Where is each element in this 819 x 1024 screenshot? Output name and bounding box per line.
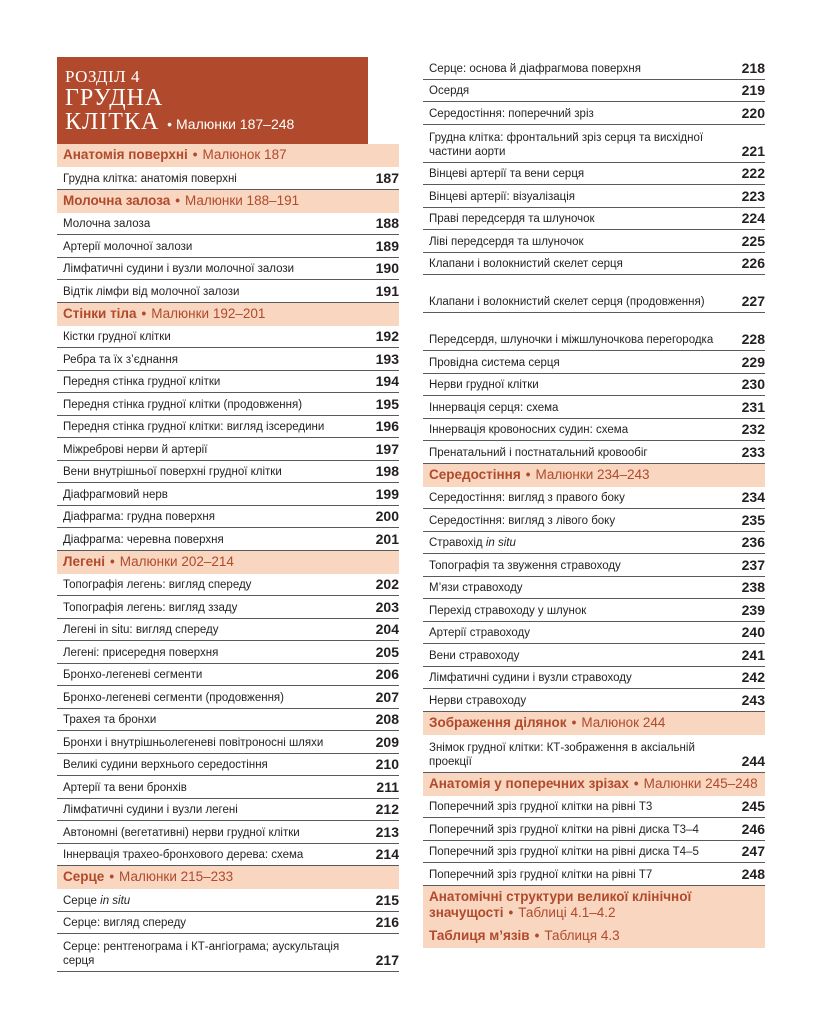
toc-entry[interactable] — [423, 208, 765, 231]
entry-italic: in situ — [100, 894, 131, 907]
toc-entry[interactable] — [423, 230, 765, 253]
contents-column-left — [57, 57, 399, 972]
toc-entry[interactable] — [57, 258, 399, 281]
page-number: 216 — [375, 914, 399, 930]
bullet-separator: • — [525, 466, 531, 482]
bullet-separator: • — [109, 869, 115, 884]
section-heading — [57, 144, 399, 167]
entry-title: Поперечний зріз грудної клітки на рівні Т7 — [429, 868, 653, 881]
page-number: 199 — [375, 485, 399, 502]
toc-entry[interactable] — [57, 799, 399, 822]
toc-entry[interactable] — [423, 419, 765, 442]
section-heading — [423, 886, 765, 925]
entry-title: Серце: рентгенограма і КТ-ангіограма; аускультація серця — [63, 941, 340, 967]
toc-entry[interactable] — [57, 213, 399, 236]
toc-entry[interactable] — [423, 185, 765, 208]
toc-entry[interactable] — [57, 844, 399, 867]
toc-entry[interactable] — [57, 731, 399, 754]
toc-entry[interactable] — [423, 57, 765, 80]
entry-title: Вінцеві артерії та вени серця — [429, 168, 585, 180]
toc-entry[interactable] — [423, 509, 765, 532]
section-figures: Малюнки 234–243 — [535, 466, 650, 482]
page-number: 237 — [741, 556, 765, 573]
section-title: Середостіння — [429, 466, 521, 482]
toc-entry[interactable] — [57, 167, 399, 190]
page-number: 218 — [741, 59, 765, 76]
toc-entry[interactable] — [423, 102, 765, 125]
section-heading — [423, 464, 765, 487]
page-number: 236 — [741, 534, 765, 550]
page-number: 239 — [741, 601, 765, 618]
section-heading — [57, 303, 399, 326]
page-number: 229 — [741, 353, 765, 370]
bullet-separator: • — [141, 305, 147, 321]
toc-entry[interactable] — [423, 441, 765, 464]
toc-entry[interactable] — [423, 374, 765, 397]
toc-entry[interactable] — [57, 574, 399, 597]
bullet-separator: • — [508, 904, 514, 920]
toc-entry[interactable] — [423, 689, 765, 712]
page-number: 190 — [375, 260, 399, 276]
page-number: 195 — [375, 395, 399, 412]
contents-list-right — [423, 57, 765, 948]
toc-entry[interactable] — [423, 253, 765, 276]
section-title: Стінки тіла — [63, 305, 137, 321]
page-number: 208 — [375, 711, 399, 727]
page-number: 205 — [375, 643, 399, 660]
page-number: 241 — [741, 646, 765, 663]
chapter-label: РОЗДІЛ — [65, 67, 127, 86]
page-number: 214 — [375, 846, 399, 862]
entry-title: Передня стінка грудної клітки: вигляд ізсередини — [63, 421, 325, 433]
toc-entry[interactable] — [57, 776, 399, 799]
entry-title: Легені: присередня поверхня — [63, 646, 219, 659]
page-number: 189 — [375, 237, 399, 254]
page-number: 224 — [741, 210, 765, 226]
section-figures: Малюнок 244 — [581, 714, 666, 730]
entry-title: Поперечний зріз грудної клітки на рівні Т3 — [429, 801, 653, 813]
page-number: 238 — [741, 579, 765, 595]
toc-entry[interactable] — [423, 396, 765, 419]
section-figures: Малюнки 192–201 — [151, 305, 266, 321]
toc-entry[interactable] — [423, 577, 765, 600]
entry-title: Іннервація серця: схема — [429, 401, 559, 414]
chapter-figures: Малюнки 187–248 — [175, 116, 295, 132]
entry-title: Великі судини верхнього середостіння — [63, 759, 268, 771]
entry-title: Топографія легень: вигляд ззаду — [63, 601, 238, 614]
page-number: 213 — [375, 823, 399, 840]
entry-title: Відтік лімфи від молочної залози — [63, 285, 240, 298]
page-number: 220 — [741, 104, 765, 121]
entry-title: Лімфатичні судини і вузли молочної залози — [63, 263, 295, 275]
toc-entry[interactable] — [57, 686, 399, 709]
page-number: 235 — [741, 511, 765, 528]
entry-title: Передня стінка грудної клітки — [63, 376, 221, 388]
page-number: 247 — [741, 843, 765, 859]
toc-entry[interactable] — [57, 393, 399, 416]
page-number: 231 — [741, 398, 765, 415]
page-number: 187 — [375, 169, 399, 186]
entry-title: Поперечний зріз грудної клітки на рівні диска Т4–5 — [429, 846, 699, 858]
page-number: 209 — [375, 733, 399, 750]
entry-title: Легені in situ: вигляд спереду — [63, 624, 219, 636]
toc-entry[interactable] — [423, 275, 765, 313]
entry-title: Передсердя, шлуночки і міжшлуночкова перегородка — [429, 334, 714, 346]
entry-title: Грудна клітка: фронтальний зріз серця та висхідної частини аорти — [429, 131, 704, 158]
page-number: 246 — [741, 820, 765, 837]
entry-title: Діафрагмовий нерв — [63, 488, 168, 501]
toc-entry[interactable] — [423, 667, 765, 690]
section-title: Зображення ділянок — [429, 714, 567, 730]
page-number: 233 — [741, 443, 765, 460]
entry-title: Діафрагма: черевна поверхня — [63, 533, 224, 546]
entry-title: Середостіння: вигляд з лівого боку — [429, 514, 616, 527]
section-figures: Таблиці 4.1–4.2 — [518, 904, 616, 920]
section-figures: Малюнок 187 — [202, 147, 287, 162]
contents-column-right — [423, 57, 765, 948]
page-number: 206 — [375, 666, 399, 682]
bullet-separator: • — [633, 775, 639, 791]
toc-entry[interactable] — [423, 735, 765, 773]
entry-title: Лімфатичні судини і вузли стравоходу — [429, 672, 632, 684]
entry-title: Трахея та бронхи — [63, 714, 157, 726]
page-number: 191 — [375, 282, 399, 299]
entry-title: Серце: основа й діафрагмова поверхня — [429, 62, 641, 75]
section-title: Легені — [63, 553, 106, 569]
page-number: 240 — [741, 624, 765, 640]
toc-entry[interactable] — [57, 641, 399, 664]
entry-title: Грудна клітка: анатомія поверхні — [63, 172, 237, 185]
entry-title: Бронхо-легеневі сегменти — [63, 669, 203, 681]
toc-entry[interactable] — [57, 235, 399, 258]
page-number: 215 — [375, 891, 399, 908]
toc-entry[interactable] — [57, 438, 399, 461]
page-number: 244 — [741, 752, 765, 769]
section-heading — [57, 551, 399, 574]
page-number: 219 — [741, 82, 765, 98]
page-number: 196 — [375, 418, 399, 434]
section-title: Таблиця м’язів — [429, 927, 530, 943]
entry-title: Кістки грудної клітки — [63, 331, 171, 343]
entry-title: Поперечний зріз грудної клітки на рівні диска Т3–4 — [429, 823, 699, 836]
section-heading — [57, 866, 399, 889]
toc-entry[interactable] — [423, 125, 765, 163]
entry-title: Лімфатичні судини і вузли легені — [63, 804, 238, 816]
page-number: 221 — [741, 142, 765, 159]
entry-title: Передня стінка грудної клітки (продовження) — [63, 398, 303, 411]
chapter-header: РОЗДІЛ 4 ГРУДНА КЛІТКА • Малюнки 187–248 — [57, 57, 368, 144]
page-number: 223 — [741, 187, 765, 204]
page-number: 232 — [741, 421, 765, 437]
page-number: 211 — [376, 778, 399, 795]
toc-entry[interactable] — [57, 483, 399, 506]
page-number: 226 — [741, 255, 765, 271]
section-title: Молочна залоза — [63, 192, 171, 208]
entry-title: Бронхи і внутрішньолегеневі повітроносні шляхи — [63, 736, 324, 749]
toc-entry[interactable] — [57, 889, 399, 912]
page-number: 222 — [741, 165, 765, 181]
page-number: 225 — [741, 232, 765, 249]
entry-title: Топографія та звуження стравоходу — [429, 559, 621, 572]
section-figures: Малюнки 215–233 — [119, 869, 234, 884]
page-number: 228 — [741, 331, 765, 347]
contents-list-left — [57, 144, 399, 972]
section-heading — [423, 712, 765, 735]
entry-title: Серце: вигляд спереду — [63, 917, 187, 929]
toc-entry[interactable] — [57, 619, 399, 642]
entry-title: Іннервація трахео-бронхового дерева: схема — [63, 849, 304, 861]
entry-title: Діафрагма: грудна поверхня — [63, 511, 215, 523]
section-title: Анатомія у поперечних зрізах — [429, 775, 629, 791]
toc-entry[interactable] — [423, 841, 765, 864]
entry-title: Праві передсердя та шлуночок — [429, 213, 595, 225]
entry-title: Вени стравоходу — [429, 649, 520, 662]
entry-title: Клапани і волокнистий скелет серця — [429, 258, 623, 270]
entry-title: Вени внутрішньої поверхні грудної клітки — [63, 466, 282, 478]
toc-entry[interactable] — [423, 599, 765, 622]
toc-entry[interactable] — [423, 80, 765, 103]
entry-title: Молочна залоза — [63, 218, 151, 230]
page-number: 202 — [375, 576, 399, 592]
entry-title: Клапани і волокнистий скелет серця (продовження) — [429, 296, 705, 308]
toc-entry[interactable] — [57, 709, 399, 732]
section-figures: Малюнки 202–214 — [119, 553, 234, 569]
entry-title: Пренатальний і постнатальний кровообіг — [429, 446, 648, 459]
entry-title: Перехід стравоходу у шлунок — [429, 604, 587, 617]
page-number: 227 — [741, 293, 765, 309]
entry-title: Осердя — [429, 85, 470, 97]
toc-entry[interactable] — [423, 532, 765, 555]
page-number: 245 — [741, 798, 765, 814]
bullet-separator: • — [534, 927, 540, 943]
toc-entry[interactable] — [57, 821, 399, 844]
page-number: 198 — [375, 463, 399, 479]
entry-title: Топографія легень: вигляд спереду — [63, 579, 252, 591]
toc-entry[interactable] — [423, 163, 765, 186]
entry-title: Ліві передсердя та шлуночок — [429, 235, 584, 248]
page-number: 210 — [375, 756, 399, 772]
page-number: 200 — [375, 508, 399, 524]
section-figures: Малюнки 188–191 — [185, 192, 300, 208]
toc-entry[interactable] — [57, 371, 399, 394]
entry-title: Нерви грудної клітки — [429, 379, 539, 391]
toc-entry[interactable] — [423, 313, 765, 351]
page-number: 230 — [741, 376, 765, 392]
bullet-separator: • — [175, 192, 180, 208]
entry-title: Нерви стравоходу — [429, 694, 527, 707]
entry-title: Артерії молочної залози — [63, 240, 193, 253]
bullet-separator: • — [192, 147, 198, 162]
page-number: 197 — [375, 440, 399, 457]
section-heading — [423, 773, 765, 796]
section-heading — [423, 925, 765, 948]
page-number: 193 — [375, 350, 399, 367]
page-number: 234 — [741, 489, 765, 505]
toc-entry[interactable] — [57, 416, 399, 439]
entry-title: Середостіння: поперечний зріз — [429, 107, 594, 120]
toc-entry[interactable] — [57, 348, 399, 371]
bullet-separator: • — [110, 553, 115, 569]
toc-entry[interactable] — [57, 664, 399, 687]
section-title: Анатомія поверхні — [63, 147, 188, 162]
page-number: 203 — [375, 598, 399, 615]
page-number: 194 — [375, 373, 399, 389]
page-number: 217 — [375, 952, 399, 968]
toc-entry[interactable] — [57, 754, 399, 777]
toc-entry[interactable] — [423, 554, 765, 577]
toc-entry[interactable] — [423, 487, 765, 510]
chapter-number: 4 — [130, 67, 140, 86]
entry-title: Провідна система серця — [429, 356, 560, 369]
toc-entry[interactable] — [57, 506, 399, 529]
toc-entry[interactable] — [57, 596, 399, 619]
entry-title: Бронхо-легеневі сегменти (продовження) — [63, 691, 284, 704]
page-number: 248 — [741, 865, 765, 882]
toc-entry[interactable] — [423, 644, 765, 667]
entry-title: Середостіння: вигляд з правого боку — [429, 492, 625, 504]
entry-title: Ребра та їх з’єднання — [63, 353, 178, 366]
entry-title: Вінцеві артерії: візуалізація — [429, 190, 576, 203]
entry-title: Артерії та вени бронхів — [63, 781, 187, 794]
toc-entry[interactable] — [57, 461, 399, 484]
page-number: 204 — [375, 621, 399, 637]
entry-title: Міжреброві нерви й артерії — [63, 443, 208, 456]
toc-entry[interactable] — [57, 326, 399, 349]
toc-entry[interactable] — [423, 863, 765, 886]
entry-title: Іннервація кровоносних судин: схема — [429, 424, 629, 436]
toc-entry[interactable] — [423, 796, 765, 819]
entry-title: Серце in situ — [63, 894, 131, 907]
page-number: 207 — [375, 688, 399, 705]
entry-title: Артерії стравоходу — [429, 627, 530, 639]
page-number: 242 — [741, 669, 765, 685]
page-number: 192 — [375, 328, 399, 344]
toc-entry[interactable] — [423, 351, 765, 374]
page-number: 212 — [375, 801, 399, 817]
entry-title: Стравохід in situ — [429, 537, 516, 549]
chapter-title-line1: ГРУДНА — [65, 85, 164, 111]
section-title: Анатомічні структури великої клінічної значущості — [429, 888, 692, 920]
toc-entry[interactable] — [423, 622, 765, 645]
page-number: 188 — [375, 215, 399, 231]
entry-title: Автономні (вегетативні) нерви грудної клітки — [63, 826, 300, 839]
section-figures: Таблиця 4.3 — [544, 927, 620, 943]
toc-entry[interactable] — [57, 934, 399, 972]
section-figures: Малюнки 245–248 — [643, 775, 758, 791]
chapter-title-line2: КЛІТКА — [65, 109, 160, 135]
toc-entry[interactable] — [423, 818, 765, 841]
entry-title: Знімок грудної клітки: КТ-зображення в аксіальній проекції — [429, 741, 695, 768]
toc-entry[interactable] — [57, 912, 399, 935]
toc-entry[interactable] — [57, 280, 399, 303]
page-number: 201 — [375, 530, 399, 547]
entry-italic: in situ — [485, 537, 516, 549]
entry-title: М’язи стравоходу — [429, 582, 523, 594]
toc-entry[interactable] — [57, 528, 399, 551]
bullet-separator: • — [571, 714, 577, 730]
section-title: Серце — [63, 869, 105, 884]
page-number: 243 — [741, 691, 765, 708]
section-heading — [57, 190, 399, 213]
